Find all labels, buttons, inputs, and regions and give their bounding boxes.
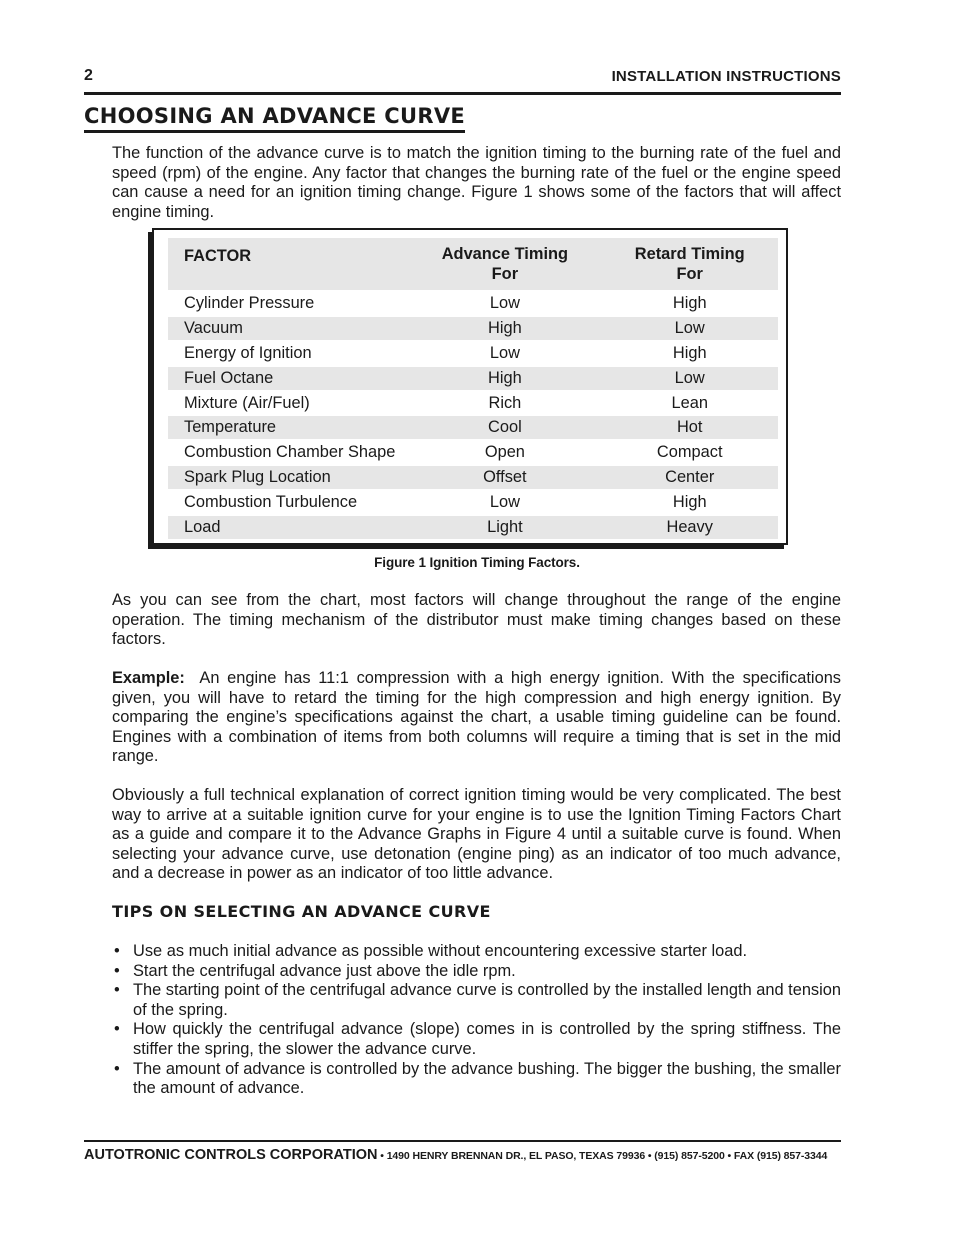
footer-address: • 1490 HENRY BRENNAN DR., EL PASO, TEXAS 79936 • (915) 857-5200 • FAX (915) 857-3344 — [377, 1150, 828, 1162]
table-row — [168, 466, 778, 489]
chart-paragraph: As you can see from the chart, most factors will change throughout the range of the engine operation. The timing mechanism of the distributor must make timing changes based on these factors. — [112, 591, 841, 649]
advance-cell: Low — [408, 342, 601, 365]
header-factor: FACTOR — [168, 238, 408, 290]
example-paragraph — [112, 669, 841, 767]
table-row — [168, 292, 778, 315]
tip-text: The amount of advance is controlled by the advance bushing. The bigger the bushing, the smaller the amount of advance. — [133, 1059, 841, 1098]
factor-cell: Cylinder Pressure — [168, 292, 408, 315]
retard-cell: Center — [601, 466, 778, 489]
table-row — [168, 516, 778, 539]
advance-cell: Open — [408, 441, 601, 464]
page-header — [84, 66, 841, 95]
bullet-icon: • — [114, 1059, 120, 1078]
footer-company: AUTOTRONIC CONTROLS CORPORATION — [84, 1147, 378, 1163]
header-title: INSTALLATION INSTRUCTIONS — [611, 68, 841, 85]
advance-cell: Low — [408, 292, 601, 315]
retard-cell: Low — [601, 317, 778, 340]
bullet-icon: • — [114, 981, 120, 1000]
retard-cell: Lean — [601, 392, 778, 415]
tip-text: Use as much initial advance as possible without encountering excessive starter load. — [133, 942, 748, 960]
advance-cell: High — [408, 317, 601, 340]
retard-cell: High — [601, 491, 778, 514]
table-row — [168, 416, 778, 439]
list-item — [112, 962, 841, 982]
retard-cell: High — [601, 292, 778, 315]
retard-cell: Heavy — [601, 516, 778, 539]
bullet-icon: • — [114, 942, 120, 960]
explanation-paragraph: Obviously a full technical explanation of correct ignition timing would be very complicated. The best way to arrive at a suitable ignition curve for your engine is to use the Ignition Timing Factors Chart as a guide and compare it to the Advance Graphs in Figure 4 until a suitable curve is found. When selecting your advance curve, use detonation (engine ping) as an indicator of too much advance, and a decrease in power as an indicator of too little advance. — [112, 786, 841, 883]
intro-paragraph: The function of the advance curve is to match the ignition timing to the burning rate of the fuel and speed (rpm) of the engine. Any factor that changes the burning rate of the fuel or the engine speed can cause a need for an ignition timing change. Figure 1 shows some of the factors that will affect engine timing. — [112, 144, 841, 221]
table-row — [168, 491, 778, 514]
factor-cell: Fuel Octane — [168, 367, 408, 390]
retard-cell: Low — [601, 367, 778, 390]
table-header-row — [168, 238, 778, 290]
table-row — [168, 317, 778, 340]
table-row — [168, 441, 778, 464]
factor-cell: Spark Plug Location — [168, 466, 408, 489]
factor-cell: Combustion Turbulence — [168, 491, 408, 514]
advance-cell: Cool — [408, 416, 601, 439]
list-item — [112, 981, 841, 1020]
list-item — [112, 1060, 841, 1099]
timing-factors-table-frame — [152, 228, 788, 545]
factor-cell: Energy of Ignition — [168, 342, 408, 365]
table-row — [168, 342, 778, 365]
retard-cell: High — [601, 342, 778, 365]
page-number: 2 — [84, 67, 93, 84]
advance-cell: Rich — [408, 392, 601, 415]
factor-cell: Combustion Chamber Shape — [168, 441, 408, 464]
advance-cell: Light — [408, 516, 601, 539]
header-advance — [408, 238, 601, 290]
factor-cell: Mixture (Air/Fuel) — [168, 392, 408, 415]
example-text: An engine has 11:1 compression with a high energy ignition. With the specifications given, you will have to retard the timing for the high compression and high energy ignition. By comparing the engine’s specifications against the chart, a usable timing guideline can be found. Engines with a combination of items from both columns will require a timing that is set in the mid range. — [112, 669, 842, 766]
advance-cell: Offset — [408, 466, 601, 489]
factor-cell: Load — [168, 516, 408, 539]
advance-cell: Low — [408, 491, 601, 514]
header-advance-line2: For — [491, 265, 519, 283]
list-item — [112, 942, 841, 962]
factor-cell: Temperature — [168, 416, 408, 439]
tips-title: TIPS ON SELECTING AN ADVANCE CURVE — [112, 902, 491, 921]
tip-text: How quickly the centrifugal advance (slope) comes in is controlled by the spring stiffness. The stiffer the spring, the slower the advance curve. — [133, 1020, 841, 1058]
list-item — [112, 1020, 841, 1059]
table-row — [168, 392, 778, 415]
header-retard — [601, 238, 778, 290]
factor-cell: Vacuum — [168, 317, 408, 340]
example-label: Example: — [112, 669, 185, 687]
page-footer — [84, 1140, 841, 1164]
tips-list — [112, 942, 841, 1099]
retard-cell: Hot — [601, 416, 778, 439]
figure-caption: Figure 1 Ignition Timing Factors. — [374, 555, 580, 570]
header-retard-line1: Retard Timing — [634, 245, 745, 263]
tip-text: The starting point of the centrifugal advance curve is controlled by the installed length and tension of the spring. — [133, 981, 841, 1019]
timing-factors-table — [168, 236, 778, 541]
bullet-icon: • — [114, 961, 120, 980]
bullet-icon: • — [114, 1020, 120, 1039]
tip-text: Start the centrifugal advance just above the idle rpm. — [133, 961, 516, 980]
table-row — [168, 367, 778, 390]
section-title: CHOOSING AN ADVANCE CURVE — [84, 104, 465, 133]
header-advance-line1: Advance Timing — [441, 245, 569, 263]
retard-cell: Compact — [601, 441, 778, 464]
advance-cell: High — [408, 367, 601, 390]
header-retard-line2: For — [676, 265, 703, 283]
